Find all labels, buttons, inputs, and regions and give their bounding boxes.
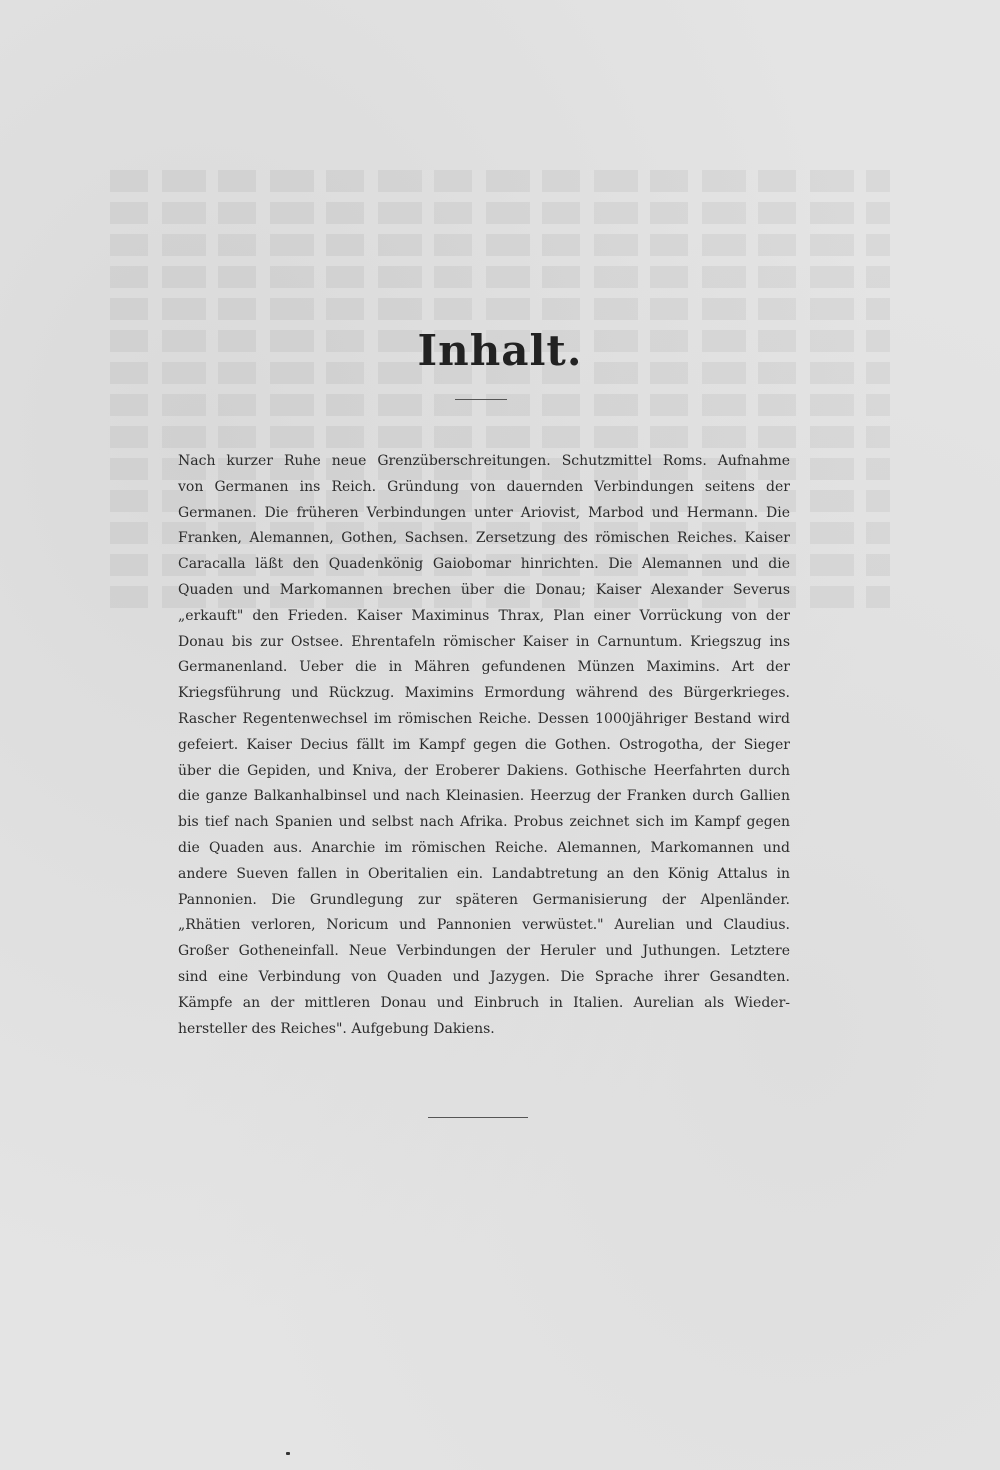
ink-speck [286,1452,290,1455]
paragraph-line: sind eine Verbindung von Quaden und Jazygen. Die Sprache ihrer Gesandten. [178,968,790,985]
paragraph-line: von Germanen ins Reich. Gründung von dauernden Verbindungen seitens der [178,478,790,495]
paragraph-line: Franken, Alemannen, Gothen, Sachsen. Zersetzung des römischen Reiches. Kaiser [178,530,790,547]
closing-divider [428,1117,528,1118]
paragraph-line: Caracalla läßt den Quadenkönig Gaiobomar hinrichten. Die Alemannen und die [178,556,790,573]
paragraph-line: bis tief nach Spanien und selbst nach Afrika. Probus zeichnet sich im Kampf gegen [178,814,790,831]
paragraph-line: über die Gepiden, und Kniva, der Eroberer Dakiens. Gothische Heerfahrten durch [178,762,790,779]
paragraph-line: „erkauft" den Frieden. Kaiser Maximinus Thrax, Plan einer Vorrückung von der [178,607,790,624]
paragraph-line: andere Sueven fallen in Oberitalien ein. Landabtretung an den König Attalus in [178,865,790,882]
paragraph-line: Germanen. Die früheren Verbindungen unter Ariovist, Marbod und Hermann. Die [178,504,790,521]
title-divider [455,399,507,400]
paragraph-line: Kämpfe an der mittleren Donau und Einbruch in Italien. Aurelian als Wieder- [178,994,790,1011]
page-title: Inhalt. [417,326,583,375]
paragraph-line: gefeiert. Kaiser Decius fällt im Kampf gegen die Gothen. Ostrogotha, der Sieger [178,736,790,753]
paragraph-line: Pannonien. Die Grundlegung zur späteren Germanisierung der Alpenländer. [178,891,790,908]
paragraph-line: Quaden und Markomannen brechen über die Donau; Kaiser Alexander Severus [178,581,790,598]
paragraph-line: Kriegsführung und Rückzug. Maximins Ermordung während des Bürgerkrieges. [178,685,790,702]
paragraph-line: Nach kurzer Ruhe neue Grenzüberschreitungen. Schutzmittel Roms. Aufnahme [178,453,790,469]
paragraph-line: die ganze Balkanhalbinsel und nach Kleinasien. Heerzug der Franken durch Gallien [178,788,790,805]
contents-paragraph [178,449,790,1042]
paragraph-line: hersteller des Reiches". Aufgebung Dakiens. [178,1020,495,1037]
paragraph-line: Donau bis zur Ostsee. Ehrentafeln römischer Kaiser in Carnuntum. Kriegszug ins [178,633,790,650]
paragraph-line: Germanenland. Ueber die in Mähren gefundenen Münzen Maximins. Art der [178,659,790,676]
paragraph-line: Rascher Regentenwechsel im römischen Reiche. Dessen 1000jähriger Bestand wird [178,710,790,727]
paragraph-line: Großer Gotheneinfall. Neue Verbindungen der Heruler und Juthungen. Letztere [178,943,790,960]
paragraph-line: die Quaden aus. Anarchie im römischen Reiche. Alemannen, Markomannen und [178,839,790,856]
paragraph-line: „Rhätien verloren, Noricum und Pannonien verwüstet." Aurelian und Claudius. [178,917,790,934]
